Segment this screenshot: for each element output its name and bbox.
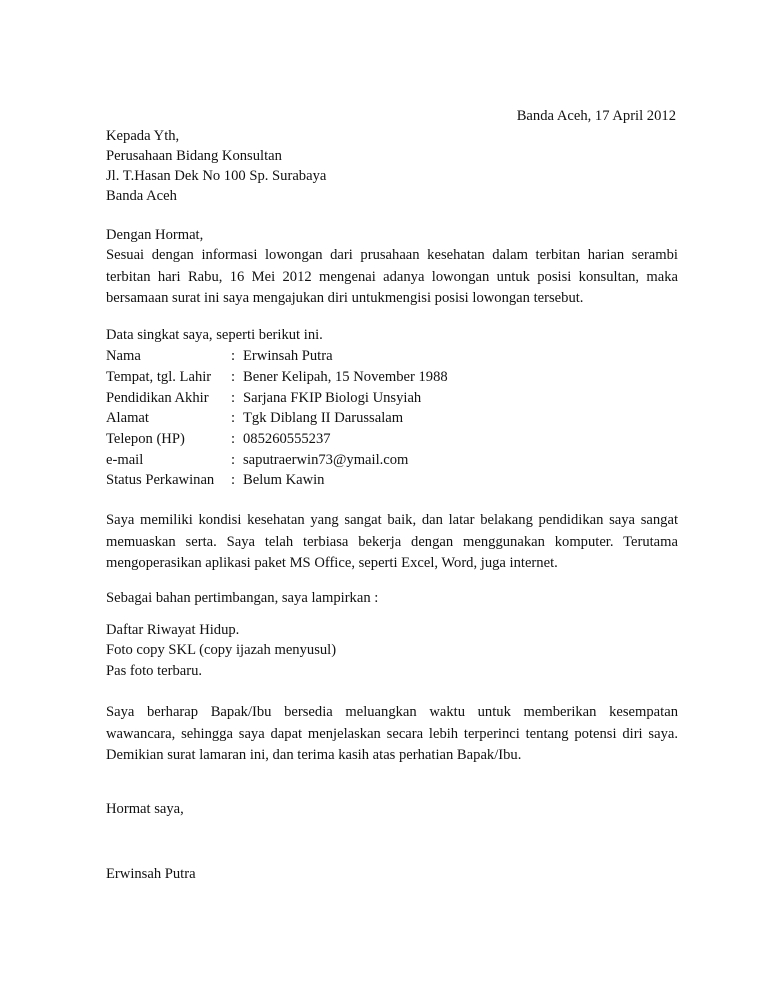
data-value: Erwinsah Putra [243, 348, 333, 364]
data-value: Tgk Diblang II Darussalam [243, 410, 404, 426]
data-colon: : [231, 452, 236, 468]
data-label: Status Perkawinan [106, 472, 215, 488]
attachment-heading: Sebagai bahan pertimbangan, saya lampirkan : [106, 590, 379, 606]
recipient-line: Jl. T.Hasan Dek No 100 Sp. Surabaya [106, 168, 327, 184]
letter-date: Banda Aceh, 17 April 2012 [516, 108, 676, 124]
data-value: saputraerwin73@ymail.com [243, 452, 409, 468]
recipient-line: Banda Aceh [106, 188, 177, 204]
data-row [106, 408, 403, 429]
recipient-line: Kepada Yth, [106, 128, 180, 144]
paragraph-line: terbitan hari Rabu, 16 Mei 2012 mengenai adanya lowongan untuk posisi konsultan, maka [106, 268, 678, 285]
data-row [106, 429, 331, 450]
data-label: Telepon (HP) [106, 431, 185, 447]
data-value: Sarjana FKIP Biologi Unsyiah [243, 390, 422, 406]
paragraph-line: bersamaan surat ini saya mengajukan diri untukmengisi posisi lowongan tersebut. [106, 290, 584, 307]
data-heading: Data singkat saya, seperti berikut ini. [106, 327, 323, 343]
data-value: Bener Kelipah, 15 November 1988 [243, 369, 448, 385]
recipient-line: Perusahaan Bidang Konsultan [106, 148, 282, 164]
data-colon: : [231, 369, 236, 385]
signature-name: Erwinsah Putra [106, 866, 196, 882]
data-colon: : [231, 472, 236, 488]
data-colon: : [231, 390, 236, 406]
data-colon: : [231, 431, 236, 447]
data-row [106, 367, 448, 388]
data-label: e-mail [106, 452, 144, 468]
paragraph-line: Sesuai dengan informasi lowongan dari prusahaan kesehatan dalam terbitan harian serambi [106, 247, 678, 263]
data-colon: : [231, 410, 236, 426]
health-paragraph [106, 510, 678, 575]
data-label: Tempat, tgl. Lahir [106, 369, 212, 385]
data-label: Alamat [106, 410, 149, 426]
attachment-item: Daftar Riwayat Hidup. [106, 622, 240, 638]
paragraph-line: Saya berharap Bapak/Ibu bersedia meluangkan waktu untuk memberikan kesempatan [106, 704, 678, 720]
attachment-item: Foto copy SKL (copy ijazah menyusul) [106, 642, 337, 658]
greeting: Dengan Hormat, [106, 227, 204, 243]
data-label: Pendidikan Akhir [106, 390, 209, 406]
paragraph-line: wawancara, sehingga saya dapat menjelaskan secara lebih terperinci tentang potensi diri saya. [106, 725, 678, 742]
data-row [106, 346, 333, 367]
closing-paragraph [106, 702, 678, 767]
paragraph-line: mengoperasikan aplikasi paket MS Office, seperti Excel, Word, juga internet. [106, 555, 558, 572]
data-row [106, 388, 421, 409]
data-label: Nama [106, 348, 141, 364]
paragraph-line: memuaskan serta. Saya telah terbiasa bekerja dengan menggunakan komputer. Terutama [106, 533, 678, 550]
signoff: Hormat saya, [106, 801, 184, 817]
paragraph-line: Saya memiliki kondisi kesehatan yang sangat baik, dan latar belakang pendidikan saya sangat [106, 512, 678, 528]
data-value: Belum Kawin [243, 472, 325, 488]
data-row [106, 450, 408, 471]
attachment-item: Pas foto terbaru. [106, 663, 203, 679]
data-value: 085260555237 [243, 431, 331, 447]
intro-paragraph [106, 245, 678, 310]
paragraph-line: Demikian surat lamaran ini, dan terima kasih atas perhatian Bapak/Ibu. [106, 747, 522, 764]
data-colon: : [231, 348, 236, 364]
data-row [106, 470, 324, 491]
